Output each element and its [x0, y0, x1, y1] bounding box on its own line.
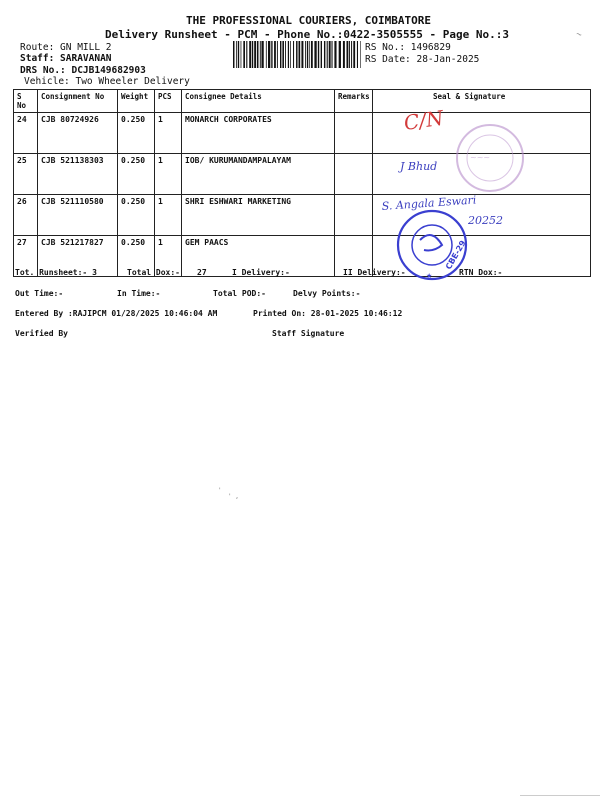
- stamp-text: CBE-29: [443, 238, 468, 271]
- svg-text:★: ★: [426, 272, 433, 280]
- cell-sno: 25: [14, 154, 38, 195]
- i-delivery: I Delivery:-: [232, 268, 290, 277]
- staff-label: Staff: SARAVANAN: [20, 53, 112, 64]
- svg-text:~~~: ~~~: [470, 153, 491, 162]
- cell-remarks: [335, 154, 373, 195]
- vehicle-label: Vehicle: Two Wheeler Delivery: [24, 76, 190, 87]
- total-dox-value: 27: [197, 268, 207, 277]
- cell-pcs: 1: [155, 195, 182, 236]
- col-consignee: Consignee Details: [182, 90, 335, 113]
- cell-remarks: [335, 195, 373, 236]
- col-pcs: PCS: [155, 90, 182, 113]
- cell-sno: 26: [14, 195, 38, 236]
- cell-consignee: GEM PAACS: [182, 236, 335, 277]
- drs-number: DRS No.: DCJB149682903: [20, 65, 146, 76]
- col-consignment-no: Consignment No: [38, 90, 118, 113]
- cell-pcs: 1: [155, 154, 182, 195]
- printed-on: Printed On: 28-01-2025 10:46:12: [253, 309, 403, 318]
- in-time: In Time:-: [117, 289, 161, 298]
- cell-consignment: CJB 521110580: [38, 195, 118, 236]
- cell-consignment: CJB 521217827: [38, 236, 118, 277]
- corner-mark: ~: [574, 29, 583, 41]
- barcode-image: [233, 41, 361, 68]
- total-pod: Total POD:-: [213, 289, 266, 298]
- cell-consignment: CJB 80724926: [38, 113, 118, 154]
- signature-row25: J Bhud: [400, 160, 438, 173]
- runsheet-subtitle: Delivery Runsheet - PCM - Phone No.:0422-3505555 - Page No.:3: [105, 28, 509, 41]
- ii-delivery: II Delivery:-: [343, 268, 406, 277]
- cell-weight: 0.250: [118, 195, 155, 236]
- col-sno: S No: [14, 90, 38, 113]
- cell-pcs: 1: [155, 113, 182, 154]
- cell-consignee: IOB/ KURUMANDAMPALAYAM: [182, 154, 335, 195]
- cell-weight: 0.250: [118, 236, 155, 277]
- col-weight: Weight: [118, 90, 155, 113]
- cell-sno: 24: [14, 113, 38, 154]
- scan-speck: ': [218, 487, 222, 494]
- scan-speck: ' ,: [228, 493, 239, 500]
- signature-row26-number: 20252: [468, 214, 503, 227]
- delvy-points: Delvy Points:-: [293, 289, 361, 298]
- cell-weight: 0.250: [118, 154, 155, 195]
- route-label: Route: GN MILL 2: [20, 42, 112, 53]
- cell-weight: 0.250: [118, 113, 155, 154]
- total-runsheet: Tot. Runsheet:- 3: [15, 268, 97, 277]
- out-time: Out Time:-: [15, 289, 64, 298]
- faded-stamp-icon: [457, 125, 523, 191]
- cell-consignee: MONARCH CORPORATES: [182, 113, 335, 154]
- verified-by: Verified By: [15, 329, 68, 338]
- cell-sno: 27: [14, 236, 38, 277]
- rtn-dox: RTN Dox:-: [459, 268, 503, 277]
- rs-number: RS No.: 1496829: [365, 42, 451, 53]
- signature-row26: S. Angala Eswari: [381, 193, 477, 213]
- cell-consignee: SHRI ESHWARI MARKETING: [182, 195, 335, 236]
- rs-date: RS Date: 28-Jan-2025: [365, 54, 480, 65]
- cell-consignment: CJB 521138303: [38, 154, 118, 195]
- staff-signature: Staff Signature: [272, 329, 345, 338]
- scan-edge: [520, 795, 600, 796]
- cell-remarks: [335, 113, 373, 154]
- signature-stamps-overlay: [380, 100, 590, 285]
- cell-pcs: 1: [155, 236, 182, 277]
- entered-by: Entered By :RAJIPCM 01/28/2025 10:46:04 AM: [15, 309, 218, 318]
- total-dox-label: Total Dox:-: [127, 268, 180, 277]
- col-remarks: Remarks: [335, 90, 373, 113]
- cn-mark: C/N: [402, 105, 445, 135]
- round-stamp-icon: [398, 211, 468, 280]
- col-seal-signature: Seal & Signature: [373, 90, 591, 113]
- company-title: THE PROFESSIONAL COURIERS, COIMBATORE: [186, 14, 432, 27]
